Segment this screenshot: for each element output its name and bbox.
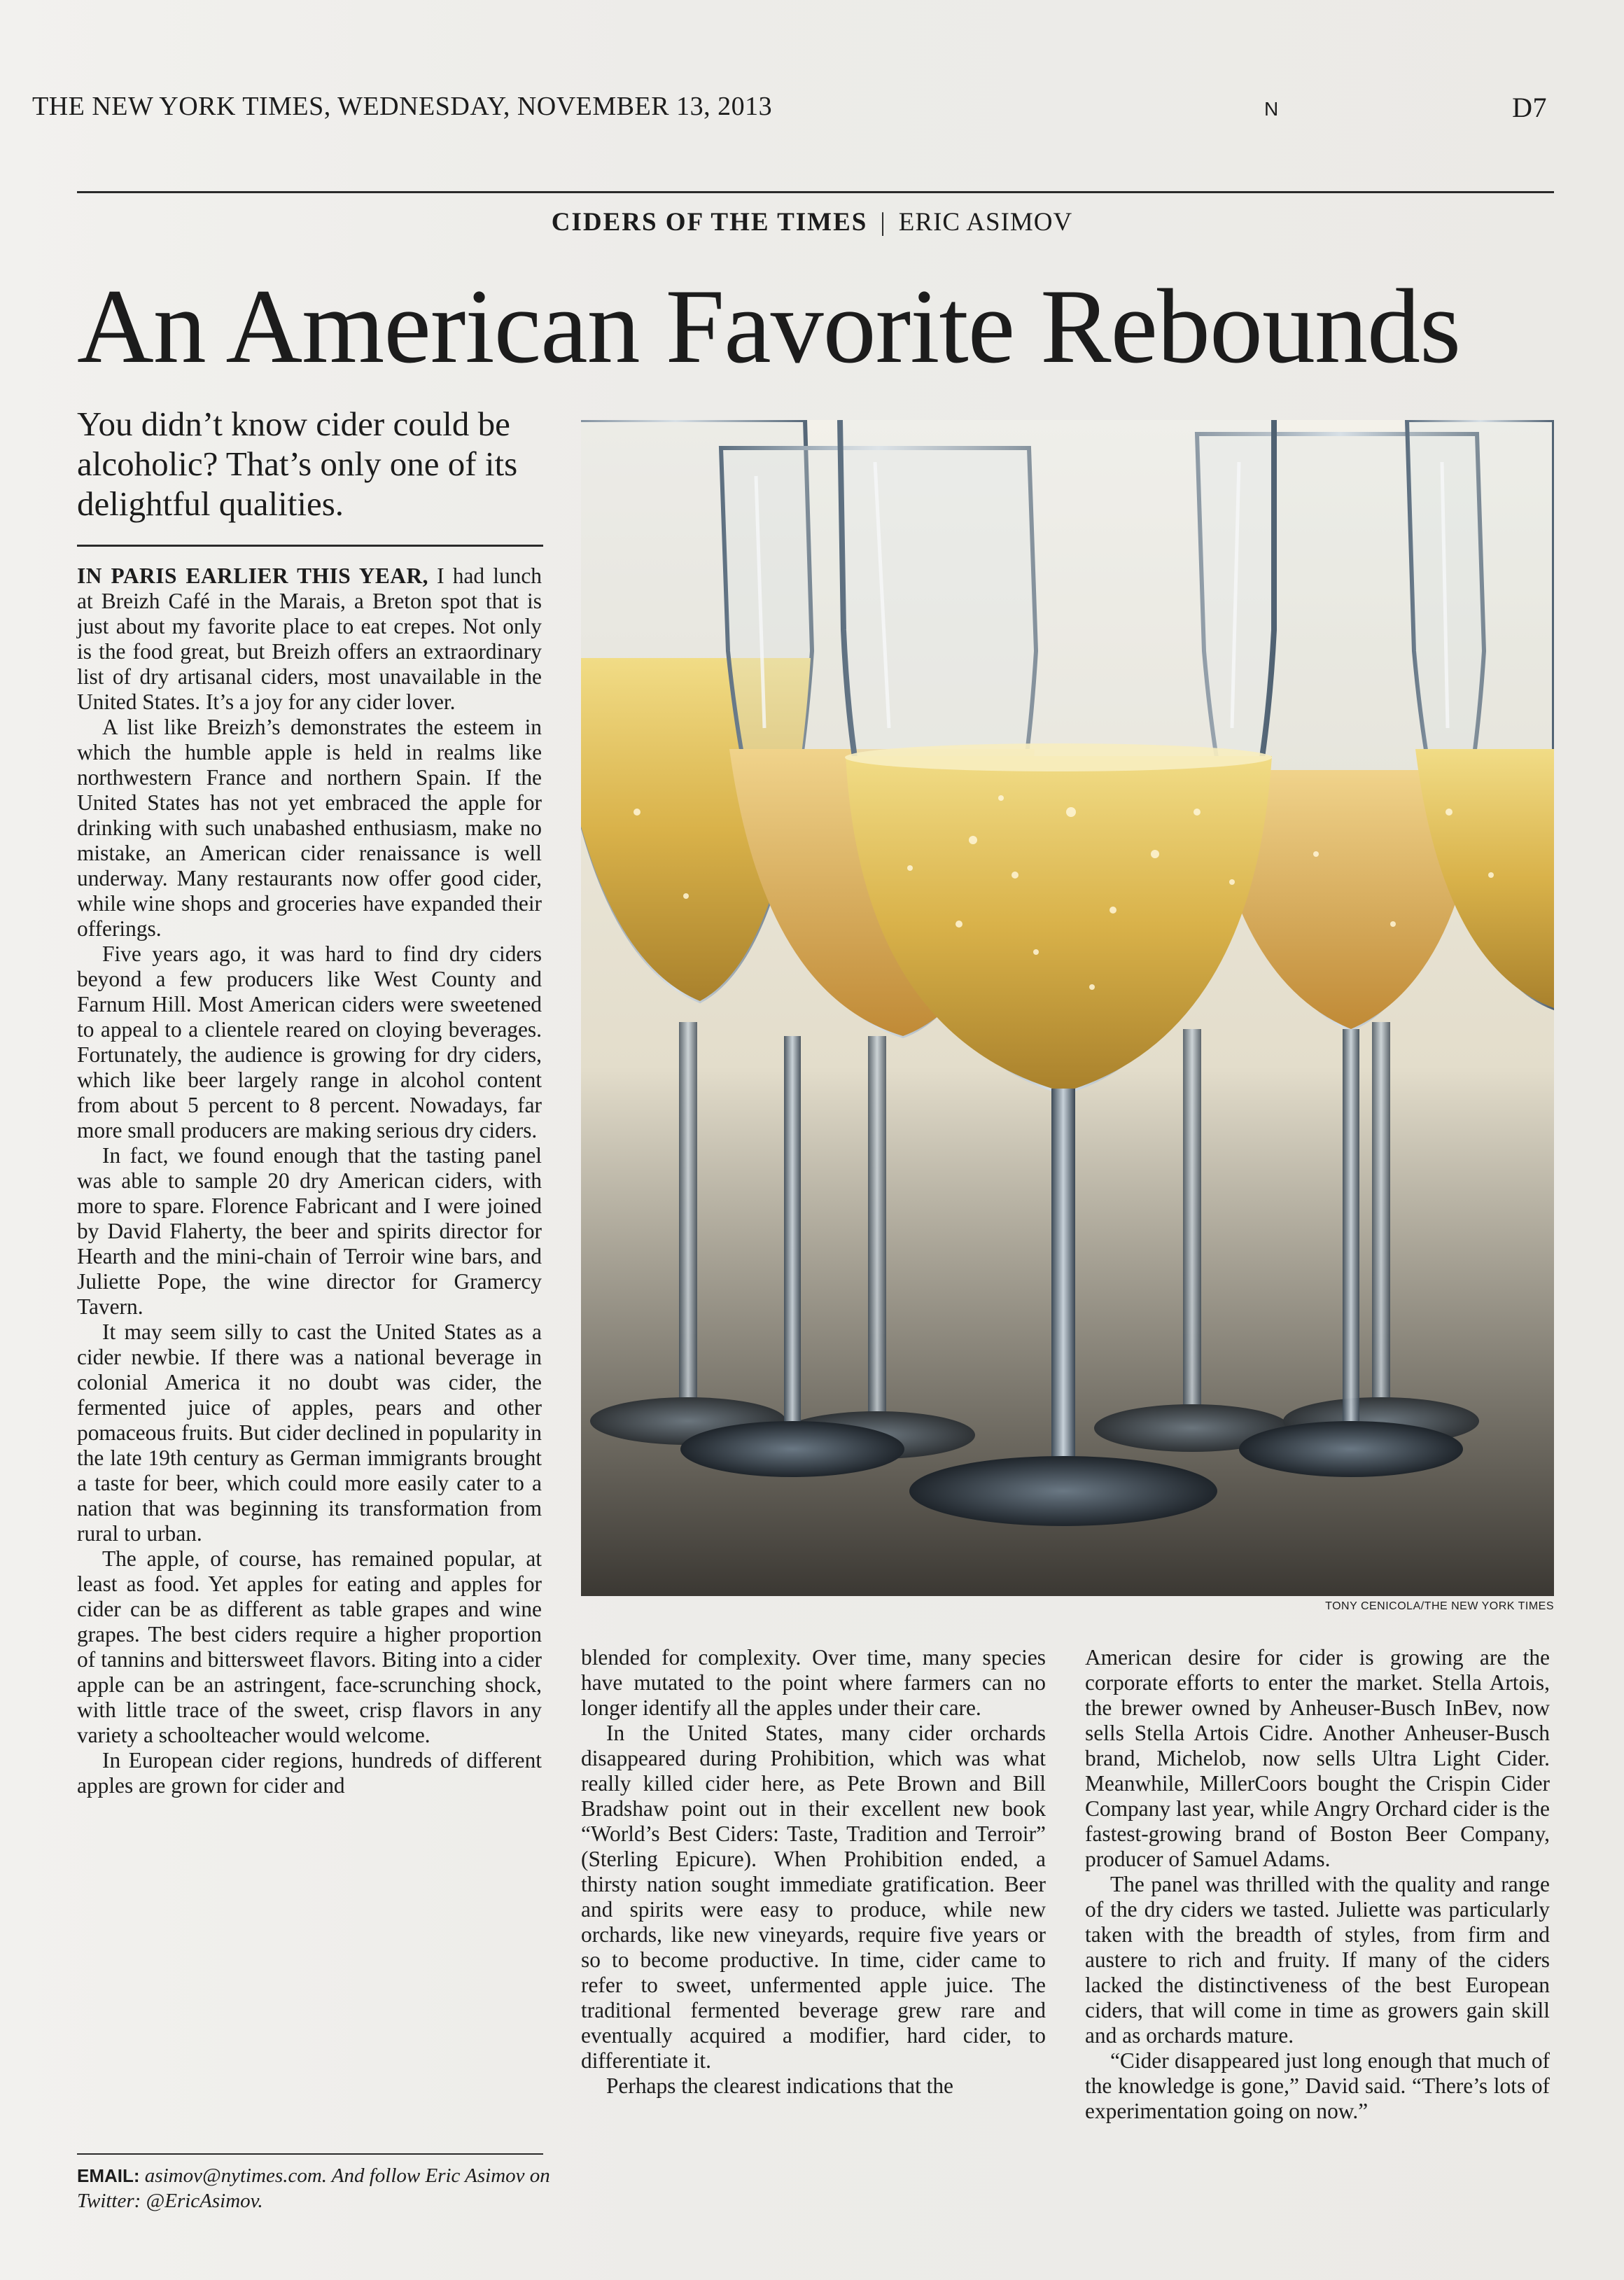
paragraph: It may seem silly to cast the United States as a cider newbie. If there was a national beverage in colonial America it no doubt was cider, the fermented juice of apples, pears and other pomaceous fruits. But cider declined in popularity in the late 19th century as German immigrants brought a taste for beer, which could more easily cater to a nation that was beginning its transformation from rural to urban.	[77, 1320, 542, 1546]
paragraph: American desire for cider is growing are the corporate efforts to enter the market. Stella Artois, the brewer owned by Anheuser-Busch InBev, now sells Stella Artois Cidre. Another Anheuser-Busch brand, Michelob, now sells Ultra Light Cider. Meanwhile, MillerCoors bought the Crispin Cider Company last year, while Angry Orchard cider is the fastest-growing brand of Boston Beer Company, producer of Samuel Adams.	[1085, 1645, 1550, 1871]
photo-credit: TONY CENICOLA/THE NEW YORK TIMES	[1325, 1600, 1554, 1612]
lead-in: IN PARIS EARLIER THIS YEAR,	[77, 564, 428, 588]
paragraph: “Cider disappeared just long enough that much of the knowledge is gone,” David said. “There’s lots of experimentation going on now.”	[1085, 2048, 1550, 2123]
column-separator: |	[880, 208, 886, 237]
date-line: THE NEW YORK TIMES, WEDNESDAY, NOVEMBER 13, 2013	[32, 92, 773, 121]
wine-glasses-of-cider-icon	[581, 420, 1554, 1596]
article-column-1	[77, 564, 542, 1798]
contact-text: asimov@nytimes.com. And follow Eric Asimov on Twitter: @EricAsimov.	[77, 2164, 550, 2212]
folio-line	[32, 91, 1547, 133]
paragraph: Five years ago, it was hard to find dry ciders beyond a few producers like West County and Farnum Hill. Most American ciders were sweetened to appeal to a clientele reared on cloying beverages. Fortunately, the audience is growing for dry ciders, which like beer largely range in alcohol content from about 5 percent to 8 percent. Nowadays, far more small producers are making serious dry ciders.	[77, 942, 542, 1142]
column-kicker: CIDERS OF THE TIMES	[551, 208, 868, 237]
contact-line	[77, 2163, 553, 2213]
article-column-3	[1085, 1645, 1550, 2124]
edition-mark: N	[1264, 98, 1279, 120]
deck-rule	[77, 545, 543, 547]
photo-cider-glasses	[581, 420, 1554, 1596]
page-number: D7	[1512, 92, 1547, 123]
paragraph: The apple, of course, has remained popular, at least as food. Yet apples for eating and apples for cider can be as different as table grapes and wine grapes. The best ciders require a higher proportion of tannins and bittersweet flavors. Biting into a cider apple can be an astringent, face-scrunching shock, with little trace of the sweet, crisp flavors in any variety a schoolteacher would welcome.	[77, 1546, 542, 1747]
email-rule	[77, 2153, 543, 2155]
article-column-2	[581, 1645, 1046, 2099]
column-tag	[0, 207, 1624, 237]
paragraph: In fact, we found enough that the tasting panel was able to sample 20 dry American ciders, with more to spare. Florence Fabricant and I were joined by David Flaherty, the beer and spirits director for Hearth and the mini-chain of Terroir wine bars, and Juliette Pope, the wine director for Gramercy Tavern.	[77, 1143, 542, 1319]
paragraph: In European cider regions, hundreds of different apples are grown for cider and	[77, 1748, 542, 1798]
paragraph: blended for complexity. Over time, many species have mutated to the point where farmers can no longer identify all the apples under their care.	[581, 1645, 1046, 1720]
email-label: EMAIL:	[77, 2165, 140, 2186]
paragraph: Perhaps the clearest indications that the	[606, 2073, 953, 2098]
top-rule	[77, 191, 1554, 193]
paragraph: A list like Breizh’s demonstrates the esteem in which the humble apple is held in realms like northwestern France and northern Spain. If the United States has not yet embraced the apple for drinking with such unabashed enthusiasm, make no mistake, an American cider renaissance is well underway. Many restaurants now offer good cider, while wine shops and groceries have expanded their offerings.	[77, 715, 542, 941]
headline: An American Favorite Rebounds	[77, 267, 1461, 385]
paragraph: In the United States, many cider orchards disappeared during Prohibition, which was what really killed cider here, as Pete Brown and Bill Bradshaw point out in their excellent new book “World’s Best Ciders: Taste, Tradition and Terroir” (Sterling Epicure). When Prohibition ended, a thirsty nation sought immediate gratification. Beer and spirits were easy to produce, while new orchards, like new vineyards, require five years or so to become productive. In time, cider came to refer to sweet, unfermented apple juice. The traditional fermented beverage grew rare and eventually acquired a modifier, hard cider, to differentiate it.	[581, 1721, 1046, 2073]
paragraph: The panel was thrilled with the quality and range of the dry ciders we tasted. Juliette was particularly taken with the breadth of styles, from firm and austere to rich and fruity. If many of the ciders lacked the distinctiveness of the best European ciders, that will come in time as growers gain skill and as orchards mature.	[1085, 1872, 1550, 2048]
byline: ERIC ASIMOV	[898, 208, 1073, 237]
deck-subhead: You didn’t know cider could be alcoholic? That’s only one of its delightful qualities.	[77, 405, 518, 523]
paragraph: IN PARIS EARLIER THIS YEAR, I had lunch at Breizh Café in the Marais, a Breton spot that is just about my favorite place to eat crepes. Not only is the food great, but Breizh offers an extraordinary list of dry artisanal ciders, most unavailable in the United States. It’s a joy for any cider lover.	[77, 564, 542, 714]
